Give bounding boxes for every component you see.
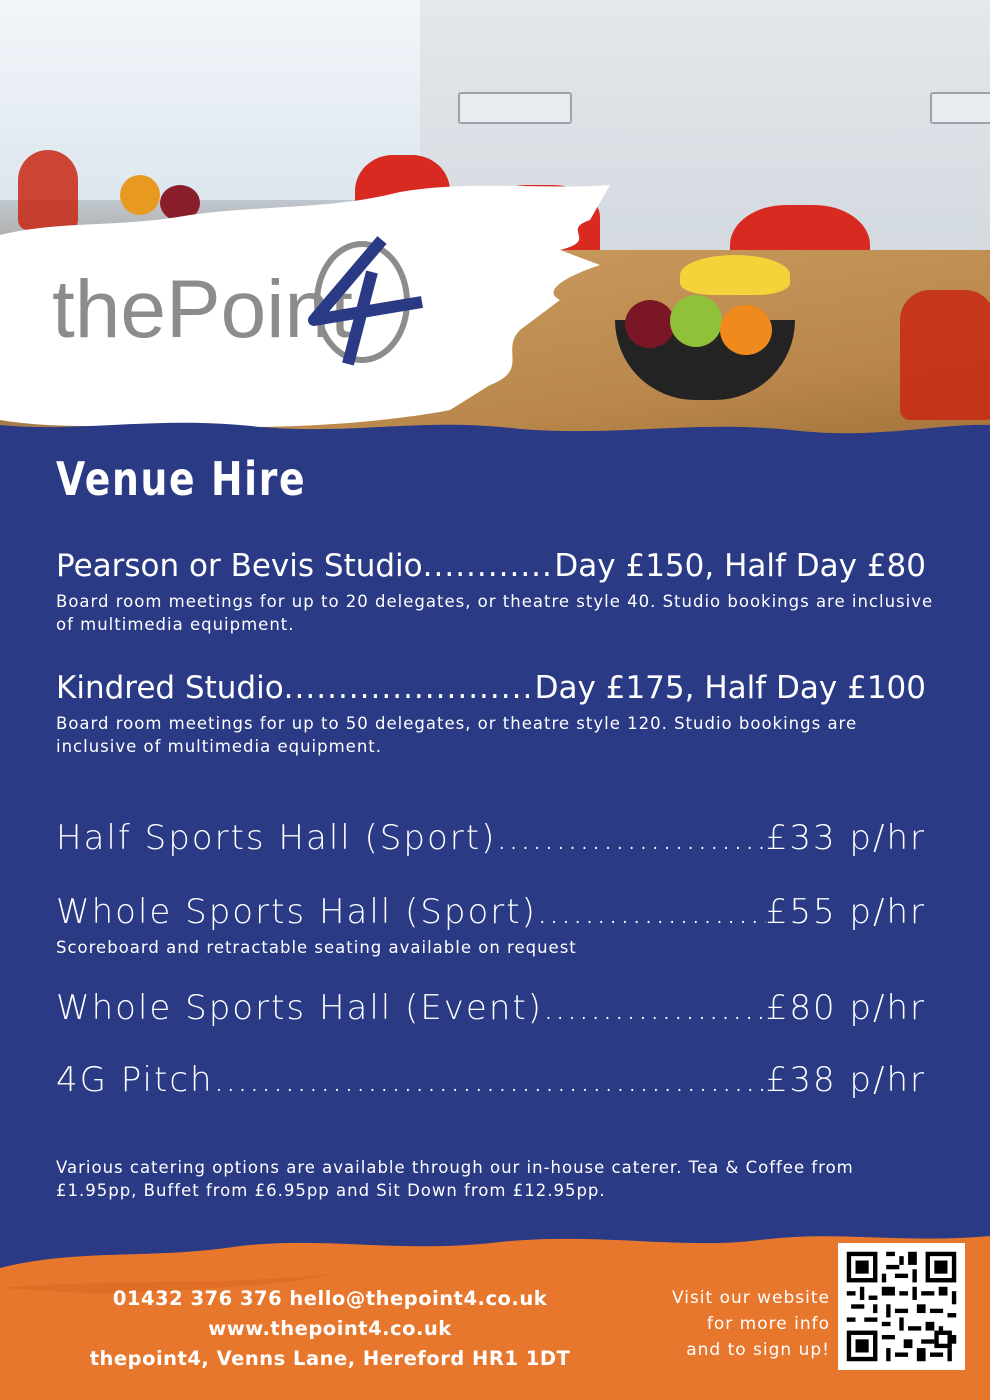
venue-note: Scoreboard and retractable seating available on request xyxy=(56,938,577,957)
website-link[interactable]: www.thepoint4.co.uk xyxy=(208,1317,452,1340)
price-row-whole-sports-hall-event xyxy=(56,988,926,1028)
qr-code[interactable] xyxy=(838,1243,965,1370)
address: thepoint4, Venns Lane, Hereford HR1 1DT xyxy=(89,1347,571,1370)
dot-leader xyxy=(537,892,766,932)
visit-line: for more info xyxy=(706,1314,830,1334)
venue-price: £33 p/hr xyxy=(765,818,926,858)
fruit xyxy=(720,305,772,355)
venue-price: Day £175, Half Day £100 xyxy=(534,670,926,706)
venue-name: Whole Sports Hall (Event) xyxy=(56,988,543,1028)
dot-leader xyxy=(284,670,535,706)
catering-info: Various catering options are available through our in-house caterer. Tea & Coffee from £1.95pp, Buffet from £6.95pp and Sit Down from £12.95pp. xyxy=(56,1158,854,1200)
fruit xyxy=(625,300,675,348)
fruit xyxy=(670,295,722,347)
page-title: Venue Hire xyxy=(56,452,307,506)
thepoint4-logo xyxy=(52,232,442,372)
price-row-whole-sports-hall-sport xyxy=(56,892,926,932)
dot-leader xyxy=(496,818,765,858)
venue-name: Whole Sports Hall (Sport) xyxy=(56,892,537,932)
venue-description: Board room meetings for up to 50 delegates, or theatre style 120. Studio bookings are inclusive of multimedia equipment. xyxy=(56,714,858,756)
visit-website-text xyxy=(650,1285,830,1363)
logo-wordmark: thePoint xyxy=(52,264,353,355)
price-row-half-sports-hall xyxy=(56,818,926,858)
contact-block xyxy=(60,1284,600,1374)
wall-socket xyxy=(458,92,572,124)
venue-price: £80 p/hr xyxy=(765,988,926,1028)
wall-socket xyxy=(930,92,990,124)
dot-leader xyxy=(423,548,555,584)
visit-line: and to sign up! xyxy=(686,1340,830,1360)
venue-price: £38 p/hr xyxy=(765,1060,926,1100)
price-row-pearson-bevis xyxy=(56,548,926,584)
visit-line: Visit our website xyxy=(671,1288,830,1308)
bananas xyxy=(680,255,790,295)
venue-name: Half Sports Hall (Sport) xyxy=(56,818,497,858)
venue-price: Day £150, Half Day £80 xyxy=(554,548,926,584)
dot-leader xyxy=(214,1060,766,1100)
juice-jug xyxy=(900,290,990,420)
price-row-kindred xyxy=(56,670,926,706)
price-row-4g-pitch xyxy=(56,1060,926,1100)
venue-description: Board room meetings for up to 20 delegates, or theatre style 40. Studio bookings are inclusive of multimedia equipment. xyxy=(56,592,934,634)
venue-price: £55 p/hr xyxy=(765,892,926,932)
phone-email[interactable]: 01432 376 376 hello@thepoint4.co.uk xyxy=(112,1287,548,1310)
venue-name: Kindred Studio xyxy=(56,670,284,706)
dot-leader xyxy=(543,988,766,1028)
venue-name: Pearson or Bevis Studio xyxy=(56,548,423,584)
venue-name: 4G Pitch xyxy=(56,1060,214,1100)
